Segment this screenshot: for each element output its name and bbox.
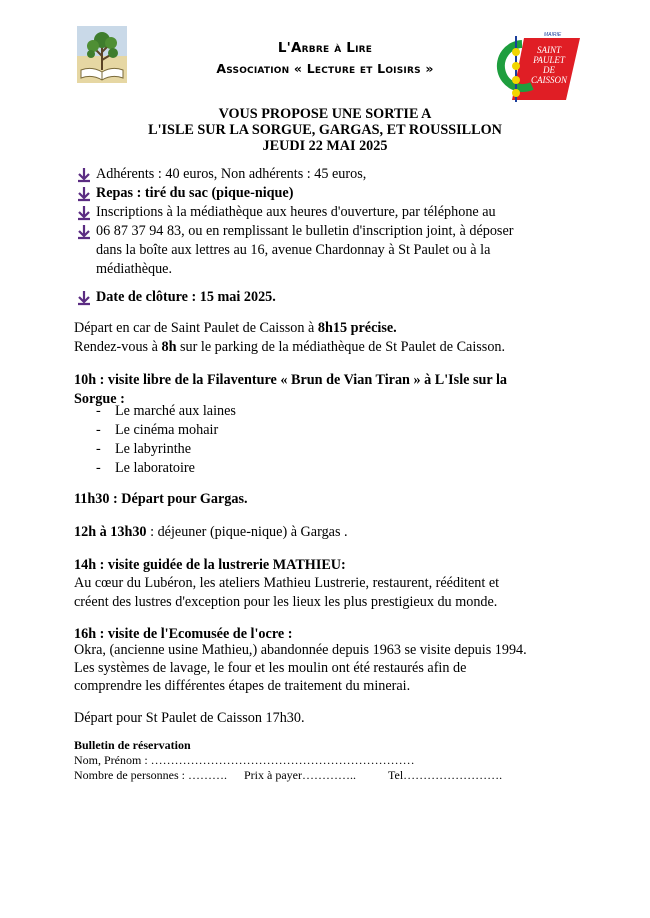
- lunch-line: 12h à 13h30 : déjeuner (pique-nique) à Gargas .: [74, 524, 348, 540]
- visit-filaventure-title: 10h : visite libre de la Filaventure « Brun de Vian Tiran » à L'Isle sur la: [74, 372, 508, 388]
- bulletin-persons-field[interactable]: Nombre de personnes : ……….: [74, 768, 227, 782]
- list-dash: -: [96, 422, 101, 438]
- mairie-saint-paulet-logo: [492, 30, 582, 105]
- down-arrow-icon: [76, 290, 92, 306]
- bullet-mediatheque-line: médiathèque.: [96, 261, 173, 277]
- title-line-2: L'ISLE SUR LA SORGUE, GARGAS, ET ROUSSILLON: [148, 122, 502, 138]
- list-item: Le marché aux laines: [115, 403, 236, 419]
- depart-gargas: 11h30 : Départ pour Gargas.: [74, 491, 248, 507]
- bullet-repas: Repas : tiré du sac (pique-nique): [96, 185, 294, 201]
- arbre-a-lire-logo: [77, 26, 127, 83]
- visit-ecomusee-desc-2: Les systèmes de lavage, le four et les moulin ont été restaurés afin de: [74, 660, 467, 676]
- logo-line-4: CAISSON: [531, 75, 567, 85]
- logo-line-2: PAULET: [533, 55, 565, 65]
- list-dash: -: [96, 403, 101, 419]
- visit-ecomusee-desc-1: Okra, (ancienne usine Mathieu,) abandonnée depuis 1963 se visite depuis 1994.: [74, 642, 527, 658]
- list-item: Le cinéma mohair: [115, 422, 219, 438]
- visit-filaventure-title-cont: Sorgue :: [74, 391, 125, 407]
- visit-lustrerie-desc-2: créent des lustres d'exception pour les lieux les plus prestigieux du monde.: [74, 594, 498, 610]
- visit-ecomusee-desc-3: comprendre les différentes étapes de traitement du minerai.: [74, 678, 411, 694]
- bulletin-tel-field[interactable]: Tel…………………….: [388, 768, 503, 782]
- down-arrow-icon: [76, 205, 92, 221]
- logo-line-3: DE: [543, 65, 555, 75]
- departure-line: Départ en car de Saint Paulet de Caisson à 8h15 précise.: [74, 320, 397, 336]
- bulletin-title: Bulletin de réservation: [74, 738, 191, 752]
- down-arrow-icon: [76, 186, 92, 202]
- title-line-1: VOUS PROPOSE UNE SORTIE A: [218, 106, 432, 122]
- list-dash: -: [96, 460, 101, 476]
- bullet-address-line: dans la boîte aux lettres au 16, avenue Chardonnay à St Paulet ou à la: [96, 242, 491, 258]
- visit-lustrerie-title: 14h : visite guidée de la lustrerie MATHIEU:: [74, 557, 346, 573]
- bulletin-price-field[interactable]: Prix à payer…………..: [244, 768, 356, 782]
- bullet-tarifs: Adhérents : 40 euros, Non adhérents : 45 euros,: [96, 166, 367, 182]
- return-departure: Départ pour St Paulet de Caisson 17h30.: [74, 710, 305, 726]
- mairie-label: MAIRIE: [544, 32, 562, 38]
- meeting-line: Rendez-vous à 8h sur le parking de la médiathèque de St Paulet de Caisson.: [74, 339, 506, 355]
- title-line-3: JEUDI 22 MAI 2025: [262, 138, 388, 154]
- down-arrow-icon: [76, 224, 92, 240]
- bulletin-name-field[interactable]: Nom, Prénom : …………………………………………………………: [74, 753, 415, 767]
- association-name: L'Arbre à Lire: [277, 40, 373, 56]
- down-arrow-icon: [76, 167, 92, 183]
- list-item: Le laboratoire: [115, 460, 195, 476]
- list-item: Le labyrinthe: [115, 441, 192, 457]
- visit-ecomusee-title: 16h : visite de l'Ecomusée de l'ocre :: [74, 626, 293, 642]
- bullet-phone-line: 06 87 37 94 83, ou en remplissant le bulletin d'inscription joint, à déposer: [96, 223, 514, 239]
- list-dash: -: [96, 441, 101, 457]
- association-subtitle: Association « Lecture et Loisirs »: [216, 61, 434, 76]
- closing-date: Date de clôture : 15 mai 2025.: [96, 289, 276, 305]
- logo-line-1: SAINT: [536, 45, 562, 55]
- visit-lustrerie-desc-1: Au cœur du Lubéron, les ateliers Mathieu Lustrerie, restaurent, rééditent et: [74, 575, 500, 591]
- bullet-inscriptions: Inscriptions à la médiathèque aux heures d'ouverture, par téléphone au: [96, 204, 496, 220]
